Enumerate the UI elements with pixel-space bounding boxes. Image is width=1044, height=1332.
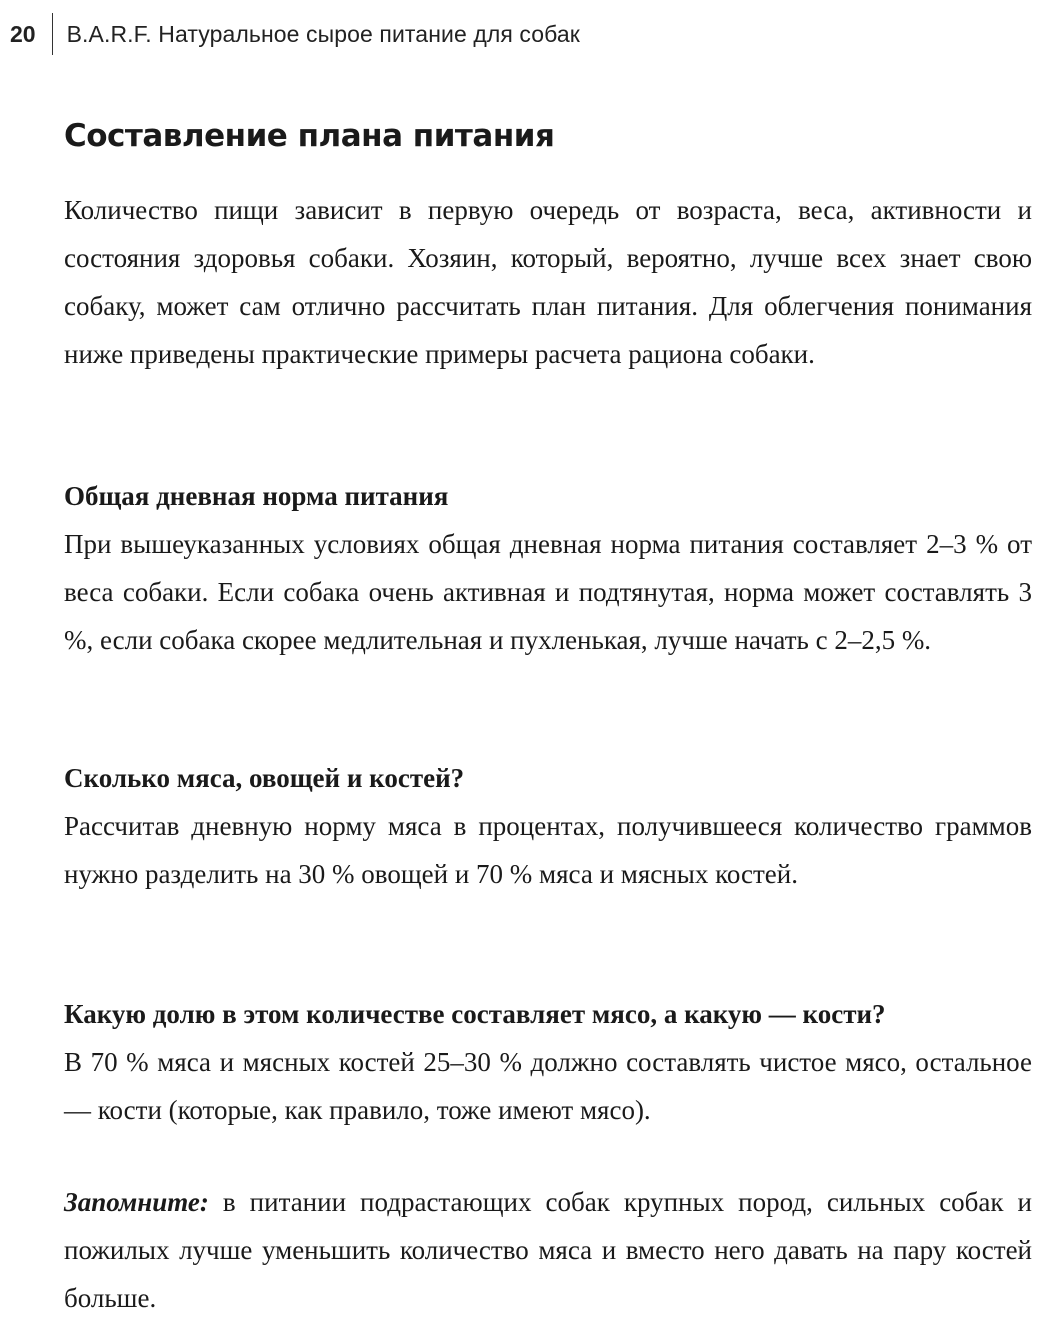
meat-bone-share-section	[64, 990, 1032, 1134]
book-title: B.A.R.F. Натуральное сырое питание для собак	[66, 20, 580, 47]
note-label: Запомните:	[64, 1187, 209, 1217]
subsection-paragraph: В 70 % мяса и мясных костей 25–30 % должно составлять чистое мясо, остальное — кости (которые, как правило, тоже имеют мясо).	[64, 1047, 1032, 1125]
subsection-paragraph: При вышеуказанных условиях общая дневная норма питания составляет 2–3 % от веса собаки. Если собака очень активная и подтянутая, норма может составлять 3 %, если собака скорее медлительная и пухленькая, лучше начать с 2–2,5 %.	[64, 529, 1032, 655]
subsection-heading: Сколько мяса, овощей и костей?	[64, 763, 465, 793]
subsection-heading: Какую долю в этом количестве составляет мясо, а какую — кости?	[64, 999, 886, 1029]
daily-norm-section	[64, 472, 1032, 664]
section-title: Составление плана питания	[64, 118, 555, 154]
running-header	[10, 14, 580, 54]
meat-vegetables-bones-section	[64, 754, 1032, 898]
header-divider	[52, 13, 53, 55]
intro-paragraph: Количество пищи зависит в первую очередь от возраста, веса, активности и состояния здоровья собаки. Хозяин, который, вероятно, лучше всех знает свою собаку, может сам отлично рассчитать план питания. Для облегчения понимания ниже приведены практические примеры расчета рациона собаки.	[64, 195, 1032, 369]
remember-note	[64, 1178, 1032, 1322]
note-text: в питании подрастающих собак крупных пород, сильных собак и пожилых лучше уменьшить количество мяса и вместо него давать на пару костей больше.	[64, 1187, 1032, 1313]
subsection-heading: Общая дневная норма питания	[64, 481, 449, 511]
subsection-paragraph: Рассчитав дневную норму мяса в процентах, получившееся количество граммов нужно разделить на 30 % овощей и 70 % мяса и мясных костей.	[64, 811, 1032, 889]
page-number: 20	[10, 20, 36, 47]
